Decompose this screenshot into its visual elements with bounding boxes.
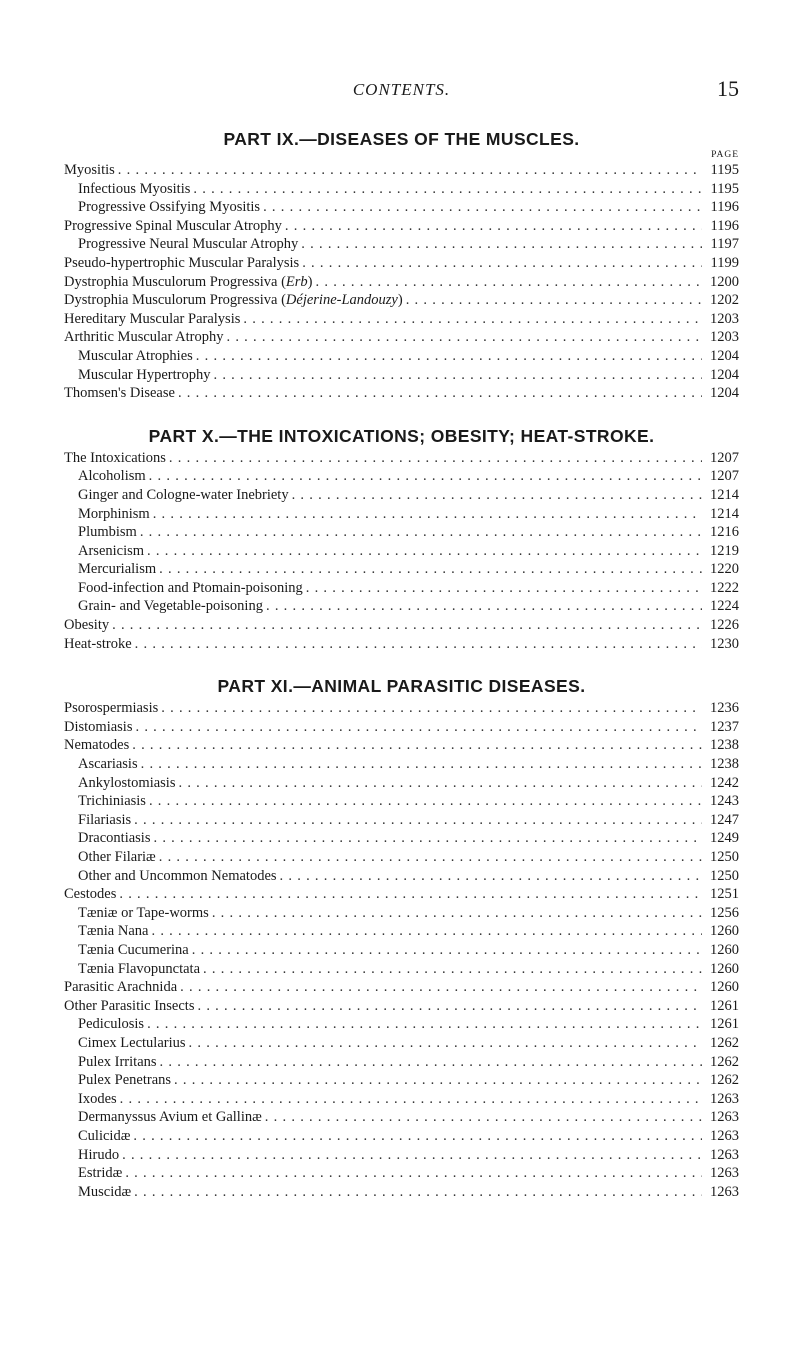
toc-entry bbox=[64, 829, 739, 848]
toc-entry-title bbox=[64, 922, 148, 941]
toc-entry-page: 1222 bbox=[710, 579, 739, 596]
dot-leader bbox=[213, 366, 702, 385]
running-title: CONTENTS. bbox=[352, 80, 451, 99]
toc-entry-title bbox=[64, 885, 116, 904]
toc-entry-page: 1242 bbox=[710, 774, 739, 791]
toc-entry-author: Erb bbox=[285, 273, 308, 290]
toc-entry-title-text: Estridæ bbox=[78, 1165, 123, 1182]
toc-entry bbox=[64, 217, 739, 236]
toc-entry bbox=[64, 792, 739, 811]
toc-entry-title bbox=[64, 467, 146, 486]
toc-entry-title bbox=[64, 1164, 122, 1183]
toc-entry-title-text: Ginger and Cologne-water Inebriety bbox=[78, 486, 289, 503]
dot-leader bbox=[266, 597, 702, 616]
toc-entry-title bbox=[64, 273, 313, 292]
toc-entry-page: 1262 bbox=[710, 1034, 739, 1051]
toc-entry bbox=[64, 347, 739, 366]
toc-entry bbox=[64, 273, 739, 292]
toc-entry-title bbox=[64, 486, 289, 505]
toc-entry-title bbox=[64, 291, 403, 310]
toc-entry-title-text: Myositis bbox=[64, 162, 115, 178]
toc-entry-page: 1214 bbox=[710, 486, 739, 503]
toc-entry-title bbox=[64, 1127, 130, 1146]
toc-entry-title bbox=[64, 699, 158, 718]
toc-entry-page: 1243 bbox=[710, 793, 739, 810]
dot-leader bbox=[118, 161, 702, 180]
toc-entry bbox=[64, 774, 739, 793]
toc-entry bbox=[64, 467, 739, 486]
toc-entry bbox=[64, 366, 739, 385]
toc-entry-title-text: Pulex Irritans bbox=[78, 1053, 157, 1070]
toc-entry bbox=[64, 254, 739, 273]
dot-leader bbox=[189, 1034, 702, 1053]
toc-entry-page: 1251 bbox=[710, 886, 739, 903]
dot-leader bbox=[141, 755, 702, 774]
toc-entry-title bbox=[64, 1015, 144, 1034]
part-section bbox=[64, 128, 739, 403]
toc-entry-page: 1249 bbox=[710, 830, 739, 847]
toc-entry-page: 1256 bbox=[710, 904, 739, 921]
toc-entry bbox=[64, 161, 739, 180]
toc-entry-page: 1262 bbox=[710, 1053, 739, 1070]
toc-entry-title-text: Ankylostomiasis bbox=[78, 774, 176, 791]
dot-leader bbox=[132, 736, 702, 755]
dot-leader bbox=[196, 347, 702, 366]
toc-entry-title-text: Pediculosis bbox=[78, 1016, 145, 1033]
toc-entry-title bbox=[64, 718, 132, 737]
toc-entry-title-text: Pseudo-hypertrophic Muscular Paralysis bbox=[64, 254, 300, 271]
toc-entry-title bbox=[64, 579, 303, 598]
toc-entry-title-text: Cimex Lectularius bbox=[78, 1034, 186, 1051]
part-title: PART X.—THE INTOXICATIONS; OBESITY; HEAT-STROKE. bbox=[148, 425, 655, 446]
toc-entry bbox=[64, 384, 739, 403]
part-section bbox=[64, 675, 739, 1201]
toc-entry-title-text: Ascariasis bbox=[78, 756, 138, 773]
toc-entry-page: 1214 bbox=[710, 505, 739, 522]
dot-leader bbox=[169, 449, 702, 468]
toc-entry-title-text: Pulex Penetrans bbox=[78, 1072, 172, 1089]
toc-entry-title bbox=[64, 960, 200, 979]
toc-entry-page: 1207 bbox=[710, 468, 739, 485]
dot-leader bbox=[147, 542, 702, 561]
toc-entry-title bbox=[64, 217, 282, 236]
toc-entry-title-text: Plumbism bbox=[78, 524, 137, 541]
part-title: PART XI.—ANIMAL PARASITIC DISEASES. bbox=[217, 676, 586, 697]
toc-entry-page: 1247 bbox=[710, 811, 739, 828]
toc-entry bbox=[64, 699, 739, 718]
toc-entry-page: 1216 bbox=[710, 524, 739, 541]
toc-entry bbox=[64, 560, 739, 579]
toc-entry-title-text: Dracontiasis bbox=[78, 830, 151, 847]
dot-leader bbox=[153, 829, 702, 848]
toc-entry-title-text: Progressive Ossifying Myositis bbox=[78, 199, 261, 216]
toc-entry-page: 1263 bbox=[710, 1127, 739, 1144]
toc-entry-title-text: Tænia Cucumerina bbox=[78, 941, 189, 958]
toc-entry-title bbox=[64, 1108, 262, 1127]
toc-entry-title-suffix: ) bbox=[397, 292, 403, 309]
dot-leader bbox=[301, 235, 702, 254]
dot-leader bbox=[306, 579, 702, 598]
toc-entry-list bbox=[64, 449, 739, 654]
toc-entry-title bbox=[64, 366, 210, 385]
toc-entry-title bbox=[64, 1183, 131, 1202]
dot-leader bbox=[135, 718, 702, 737]
toc-entry bbox=[64, 811, 739, 830]
toc-entry-page: 1224 bbox=[710, 598, 739, 615]
dot-leader bbox=[212, 904, 702, 923]
running-head bbox=[64, 78, 739, 102]
dot-leader bbox=[280, 867, 702, 886]
toc-entry-page: 1263 bbox=[710, 1183, 739, 1200]
toc-entry bbox=[64, 1183, 739, 1202]
dot-leader bbox=[119, 885, 702, 904]
dot-leader bbox=[134, 1183, 702, 1202]
toc-entry-page: 1263 bbox=[710, 1165, 739, 1182]
toc-entry bbox=[64, 736, 739, 755]
dot-leader bbox=[178, 774, 702, 793]
toc-entry-title-text: Trichiniasis bbox=[78, 793, 146, 810]
toc-entry-title-text: Mercurialism bbox=[78, 561, 157, 578]
dot-leader bbox=[147, 1015, 702, 1034]
toc-entry-page: 1204 bbox=[710, 366, 739, 383]
toc-entry bbox=[64, 180, 739, 199]
toc-entry-title bbox=[64, 328, 223, 347]
toc-entry-title bbox=[64, 848, 156, 867]
toc-entry-title bbox=[64, 235, 298, 254]
toc-entry-title bbox=[64, 180, 190, 199]
toc-entry-list bbox=[64, 161, 739, 403]
part-title: PART IX.—DISEASES OF THE MUSCLES. bbox=[223, 129, 580, 149]
toc-entry bbox=[64, 486, 739, 505]
dot-leader bbox=[243, 310, 702, 329]
toc-entry-title bbox=[64, 560, 156, 579]
toc-entry bbox=[64, 310, 739, 329]
dot-leader bbox=[122, 1146, 702, 1165]
toc-entry bbox=[64, 1090, 739, 1109]
toc-entry-title-text: Muscular Atrophies bbox=[78, 347, 193, 364]
toc-entry-page: 1260 bbox=[710, 941, 739, 958]
dot-leader bbox=[112, 616, 702, 635]
parts-container bbox=[64, 128, 739, 1201]
toc-entry-title-text: Morphinism bbox=[78, 505, 150, 522]
toc-entry-title-text: The Intoxications bbox=[64, 449, 166, 466]
dot-leader bbox=[263, 198, 702, 217]
toc-entry bbox=[64, 904, 739, 923]
toc-entry bbox=[64, 1164, 739, 1183]
toc-entry bbox=[64, 505, 739, 524]
toc-entry-title-text: Obesity bbox=[64, 617, 110, 634]
toc-entry-title-text: Filariasis bbox=[78, 811, 132, 828]
toc-entry-list bbox=[64, 699, 739, 1201]
toc-entry-title-text: Heat-stroke bbox=[64, 635, 132, 652]
toc-entry bbox=[64, 978, 739, 997]
dot-leader bbox=[159, 560, 702, 579]
toc-entry-title bbox=[64, 198, 260, 217]
toc-entry-page: 1197 bbox=[710, 236, 739, 253]
toc-entry-title-text: Distomiasis bbox=[64, 718, 133, 735]
toc-entry-page: 1261 bbox=[710, 997, 739, 1014]
dot-leader bbox=[151, 922, 702, 941]
toc-entry-page: 1196 bbox=[710, 217, 739, 234]
toc-entry-title bbox=[64, 904, 209, 923]
toc-entry-page: 1260 bbox=[710, 923, 739, 940]
toc-entry-page: 1260 bbox=[710, 960, 739, 977]
toc-entry-page: 1220 bbox=[710, 561, 739, 578]
toc-entry-title bbox=[64, 941, 189, 960]
toc-entry bbox=[64, 1108, 739, 1127]
dot-leader bbox=[153, 505, 702, 524]
toc-entry-title-text: Tænia Flavopunctata bbox=[78, 960, 201, 977]
toc-entry-page: 1230 bbox=[710, 635, 739, 652]
toc-entry-title bbox=[64, 254, 299, 273]
toc-entry-title-text: Nematodes bbox=[64, 737, 130, 754]
toc-entry bbox=[64, 941, 739, 960]
toc-entry bbox=[64, 1053, 739, 1072]
dot-leader bbox=[292, 486, 702, 505]
toc-entry-title bbox=[64, 736, 129, 755]
toc-entry-page: 1199 bbox=[710, 254, 739, 271]
toc-entry-page: 1261 bbox=[710, 1016, 739, 1033]
toc-entry-title-text: Hereditary Muscular Paralysis bbox=[64, 310, 241, 327]
toc-entry-title-text: Muscidæ bbox=[78, 1183, 132, 1200]
toc-entry bbox=[64, 597, 739, 616]
toc-entry-page: 1237 bbox=[710, 718, 739, 735]
toc-entry-title bbox=[64, 1053, 157, 1072]
toc-entry-page: 1262 bbox=[710, 1072, 739, 1089]
toc-entry-page: 1226 bbox=[710, 617, 739, 634]
toc-entry-title bbox=[64, 978, 177, 997]
toc-entry-page: 1260 bbox=[710, 979, 739, 996]
dot-leader bbox=[149, 792, 702, 811]
toc-entry bbox=[64, 718, 739, 737]
toc-entry-title-text: Dystrophia Musculorum Progressiva ( bbox=[64, 292, 286, 309]
toc-entry-title bbox=[64, 1146, 119, 1165]
toc-entry-title bbox=[64, 867, 277, 886]
dot-leader bbox=[406, 291, 702, 310]
toc-entry-title-text: Ixodes bbox=[78, 1090, 117, 1107]
dot-leader bbox=[178, 384, 702, 403]
dot-leader bbox=[316, 273, 703, 292]
toc-entry-title-text: Arthritic Muscular Atrophy bbox=[64, 329, 224, 346]
toc-entry-page: 1219 bbox=[710, 542, 739, 559]
toc-entry-title-text: Progressive Spinal Muscular Atrophy bbox=[64, 217, 282, 234]
toc-entry bbox=[64, 997, 739, 1016]
dot-leader bbox=[133, 1127, 702, 1146]
toc-entry bbox=[64, 885, 739, 904]
dot-leader bbox=[140, 523, 702, 542]
toc-entry-page: 1203 bbox=[710, 310, 739, 327]
toc-entry-title-text: Alcoholism bbox=[78, 468, 146, 485]
toc-entry bbox=[64, 291, 739, 310]
toc-entry-title bbox=[64, 792, 146, 811]
toc-entry-title bbox=[64, 449, 166, 468]
toc-entry-title-text: Thomsen's Disease bbox=[64, 385, 175, 402]
dot-leader bbox=[203, 960, 702, 979]
toc-entry bbox=[64, 1146, 739, 1165]
toc-entry-page: 1202 bbox=[710, 292, 739, 309]
toc-entry bbox=[64, 235, 739, 254]
toc-entry-page: 1238 bbox=[710, 756, 739, 773]
toc-entry-title-text: Muscular Hypertrophy bbox=[78, 366, 211, 383]
toc-entry-title bbox=[64, 755, 138, 774]
dot-leader bbox=[192, 941, 702, 960]
toc-entry-page: 1203 bbox=[710, 329, 739, 346]
dot-leader bbox=[174, 1071, 702, 1090]
toc-entry-title-text: Other Filariæ bbox=[78, 849, 156, 865]
dot-leader bbox=[120, 1090, 702, 1109]
dot-leader bbox=[135, 635, 702, 654]
toc-entry bbox=[64, 579, 739, 598]
toc-entry-page: 1250 bbox=[710, 867, 739, 884]
toc-entry-page: 1204 bbox=[710, 385, 739, 402]
toc-entry-title bbox=[64, 310, 240, 329]
toc-entry bbox=[64, 755, 739, 774]
toc-entry bbox=[64, 635, 739, 654]
toc-entry-title bbox=[64, 597, 263, 616]
toc-entry-title-text: Grain- and Vegetable-poisoning bbox=[78, 598, 263, 615]
toc-entry bbox=[64, 867, 739, 886]
toc-entry bbox=[64, 1071, 739, 1090]
toc-entry-title-text: Tæniæ or Tape-worms bbox=[78, 904, 209, 921]
toc-entry bbox=[64, 542, 739, 561]
toc-entry-title-text: Culicidæ bbox=[78, 1127, 131, 1144]
toc-entry-title bbox=[64, 542, 144, 561]
toc-entry-title bbox=[64, 1034, 186, 1053]
toc-entry-title-text: Tænia Nana bbox=[78, 923, 149, 940]
toc-entry-page: 1204 bbox=[710, 347, 739, 364]
toc-entry-title-text: Other and Uncommon Nematodes bbox=[78, 867, 277, 884]
toc-entry-page: 1250 bbox=[710, 849, 739, 865]
toc-entry-page: 1238 bbox=[710, 737, 739, 754]
dot-leader bbox=[159, 848, 702, 867]
toc-entry bbox=[64, 1034, 739, 1053]
toc-entry-title-text: Dermanyssus Avium et Gallinæ bbox=[78, 1109, 262, 1126]
toc-entry-page: 1200 bbox=[710, 273, 739, 290]
toc-entry-title-text: Infectious Myositis bbox=[78, 180, 191, 197]
toc-entry bbox=[64, 848, 739, 867]
toc-entry bbox=[64, 1127, 739, 1146]
toc-entry-title-text: Psorospermiasis bbox=[64, 700, 159, 717]
toc-entry-title-text: Arsenicism bbox=[78, 542, 145, 559]
dot-leader bbox=[161, 699, 702, 718]
page-column-label: PAGE bbox=[711, 150, 739, 160]
dot-leader bbox=[302, 254, 702, 273]
toc-entry-page: 1195 bbox=[710, 162, 739, 178]
dot-leader bbox=[285, 217, 702, 236]
dot-leader bbox=[197, 997, 702, 1016]
toc-entry-title-suffix: ) bbox=[307, 273, 313, 290]
toc-entry bbox=[64, 449, 739, 468]
toc-entry-title bbox=[64, 161, 115, 180]
dot-leader bbox=[193, 180, 702, 199]
page-number: 15 bbox=[717, 76, 739, 101]
toc-entry-title bbox=[64, 774, 175, 793]
toc-entry bbox=[64, 198, 739, 217]
toc-entry bbox=[64, 1015, 739, 1034]
toc-entry-title-text: Cestodes bbox=[64, 886, 117, 903]
part-section bbox=[64, 425, 739, 654]
toc-entry-title bbox=[64, 1071, 171, 1090]
toc-entry bbox=[64, 328, 739, 347]
toc-entry-title-text: Hirudo bbox=[78, 1146, 120, 1163]
toc-entry-page: 1195 bbox=[710, 180, 739, 197]
dot-leader bbox=[265, 1108, 702, 1127]
dot-leader bbox=[160, 1053, 702, 1072]
toc-entry-title bbox=[64, 1090, 117, 1109]
toc-entry-page: 1263 bbox=[710, 1109, 739, 1126]
toc-entry-author: Déjerine-Landouzy bbox=[285, 292, 398, 309]
toc-entry-title bbox=[64, 829, 150, 848]
toc-entry-page: 1236 bbox=[710, 700, 739, 717]
toc-entry-title bbox=[64, 347, 193, 366]
toc-entry-page: 1207 bbox=[710, 449, 739, 466]
toc-entry bbox=[64, 523, 739, 542]
toc-entry-title-text: Progressive Neural Muscular Atrophy bbox=[78, 236, 299, 253]
toc-entry-page: 1263 bbox=[710, 1090, 739, 1107]
dot-leader bbox=[149, 467, 702, 486]
toc-entry bbox=[64, 616, 739, 635]
toc-entry-title bbox=[64, 505, 150, 524]
toc-entry-title bbox=[64, 523, 137, 542]
toc-entry-title-text: Food-infection and Ptomain-poisoning bbox=[78, 579, 303, 596]
dot-leader bbox=[180, 978, 702, 997]
toc-entry-title-text: Parasitic Arachnida bbox=[64, 979, 178, 996]
toc-entry-title-text: Dystrophia Musculorum Progressiva ( bbox=[64, 273, 286, 290]
toc-entry-title bbox=[64, 811, 131, 830]
contents-page bbox=[64, 78, 739, 1223]
toc-entry-title bbox=[64, 384, 175, 403]
dot-leader bbox=[134, 811, 702, 830]
toc-entry-title bbox=[64, 616, 109, 635]
toc-entry-page: 1196 bbox=[710, 199, 739, 216]
toc-entry-title-text: Other Parasitic Insects bbox=[64, 997, 195, 1014]
dot-leader bbox=[125, 1164, 702, 1183]
toc-entry-title bbox=[64, 635, 132, 654]
toc-entry-page: 1263 bbox=[710, 1146, 739, 1163]
dot-leader bbox=[226, 328, 702, 347]
toc-entry bbox=[64, 960, 739, 979]
toc-entry bbox=[64, 922, 739, 941]
toc-entry-title bbox=[64, 997, 194, 1016]
